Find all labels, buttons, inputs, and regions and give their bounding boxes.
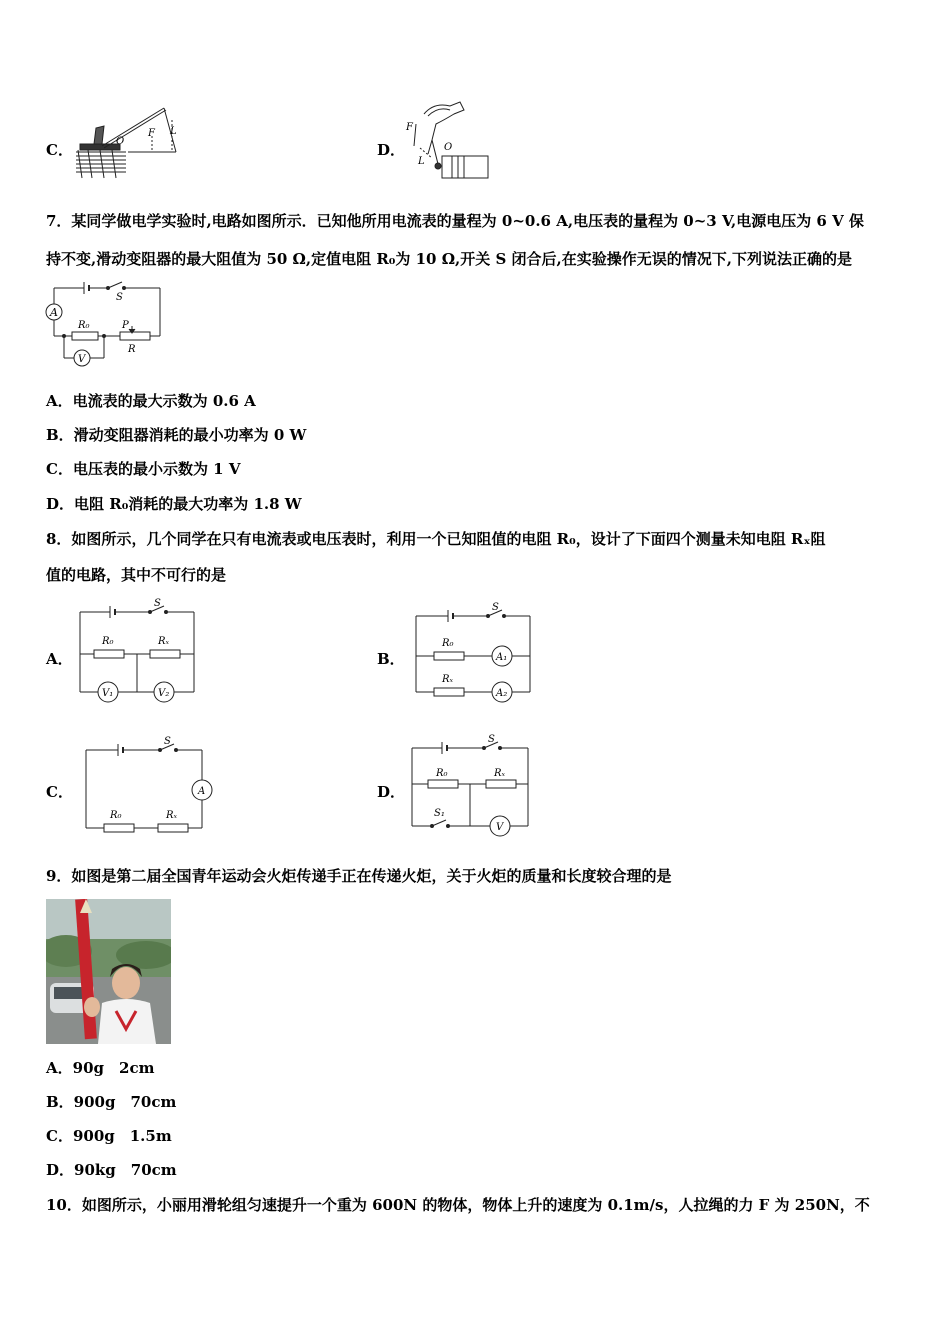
q8a-label-rx: Rₓ	[158, 636, 170, 647]
q8d-label-s1: S₁	[434, 808, 445, 819]
q8-option-b-label[interactable]: B．	[377, 650, 405, 668]
q7-option-b[interactable]: B．滑动变阻器消耗的最小功率为 0 W	[46, 426, 307, 444]
q8b-label-rx: Rₓ	[442, 674, 454, 685]
q8b-label-a1: A₁	[496, 652, 508, 663]
q9-stem: 9．如图是第二届全国青年运动会火炬传递手正在传递火炬，关于火炬的质量和长度较合理的是	[46, 867, 672, 885]
q8-option-a-label[interactable]: A．	[46, 650, 73, 668]
q8a-label-v1: V₁	[102, 688, 114, 699]
q7-circuit	[40, 278, 170, 370]
q7-label-s: S	[116, 292, 123, 303]
q10-stem: 10．如图所示，小丽用滑轮组匀速提升一个重为 600N 的物体，物体上升的速度为 0.1m/s，人拉绳的力 F 为 250N，不	[46, 1196, 870, 1214]
q9-option-a[interactable]: A．90g 2cm	[46, 1059, 155, 1077]
q6c-l-label: L	[170, 126, 177, 137]
q8a-label-v2: V₂	[158, 688, 170, 699]
q6-option-c-label[interactable]: C．	[46, 141, 73, 159]
q8-circuit-b	[412, 598, 536, 704]
q7-option-c[interactable]: C．电压表的最小示数为 1 V	[46, 460, 241, 478]
q8a-label-r0: R₀	[102, 636, 114, 647]
q8-stem-line-1: 8．如图所示，几个同学在只有电流表或电压表时，利用一个已知阻值的电阻 R₀，设计了下面四个测量未知电阻 Rₓ阻	[46, 530, 826, 548]
q8-option-c-label[interactable]: C．	[46, 783, 73, 801]
q8-option-d-label[interactable]: D．	[377, 783, 406, 801]
q7-stem-line-2: 持不变,滑动变阻器的最大阻值为 50 Ω,定值电阻 R₀为 10 Ω,开关 S 闭合后,在实验操作无误的情况下,下列说法正确的是	[46, 250, 852, 268]
q7-label-r: R	[128, 344, 136, 355]
q8c-label-a: A	[198, 786, 206, 797]
q8b-label-a2: A₂	[496, 688, 508, 699]
q8d-label-v: V	[496, 822, 504, 833]
q7-option-a[interactable]: A．电流表的最大示数为 0.6 A	[46, 392, 256, 410]
q8-circuit-d	[408, 730, 534, 834]
q7-label-p: P	[122, 320, 129, 331]
q9-option-c[interactable]: C．900g 1.5m	[46, 1127, 172, 1145]
q8c-label-s: S	[164, 736, 171, 747]
q9-option-d[interactable]: D．90kg 70cm	[46, 1161, 177, 1179]
q8d-label-rx: Rₓ	[494, 768, 506, 779]
q6-figure-c	[72, 100, 182, 180]
q8c-label-r0: R₀	[110, 810, 122, 821]
q8d-label-s: S	[488, 734, 495, 745]
q6c-f-label: F	[148, 128, 155, 139]
q7-stem-line-1: 7．某同学做电学实验时,电路如图所示．已知他所用电流表的量程为 0~0.6 A,电压表的量程为 0~3 V,电源电压为 6 V 保	[46, 212, 864, 230]
q8b-label-s: S	[492, 602, 499, 613]
q6c-o-label: O	[116, 136, 125, 147]
q7-label-r0: R₀	[78, 320, 90, 331]
q6d-f-label: F	[406, 122, 413, 133]
q6-option-d-label[interactable]: D．	[377, 141, 406, 159]
q8-stem-line-2: 值的电路，其中不可行的是	[46, 566, 227, 584]
q7-label-voltmeter: V	[78, 354, 86, 365]
q8b-label-r0: R₀	[442, 638, 454, 649]
q7-label-ammeter: A	[50, 306, 58, 319]
q8d-label-r0: R₀	[436, 768, 448, 779]
q8-circuit-a	[76, 598, 198, 704]
q8c-label-rx: Rₓ	[166, 810, 178, 821]
q8-circuit-c	[80, 732, 214, 834]
q6d-o-label: O	[444, 142, 453, 153]
q9-option-b[interactable]: B．900g 70cm	[46, 1093, 177, 1111]
q6d-l-label: L	[418, 156, 425, 167]
q6-figure-d	[404, 100, 490, 182]
q8a-label-s: S	[154, 598, 161, 609]
torch-bearer-photo	[46, 899, 171, 1044]
q7-option-d[interactable]: D．电阻 R₀消耗的最大功率为 1.8 W	[46, 495, 302, 513]
